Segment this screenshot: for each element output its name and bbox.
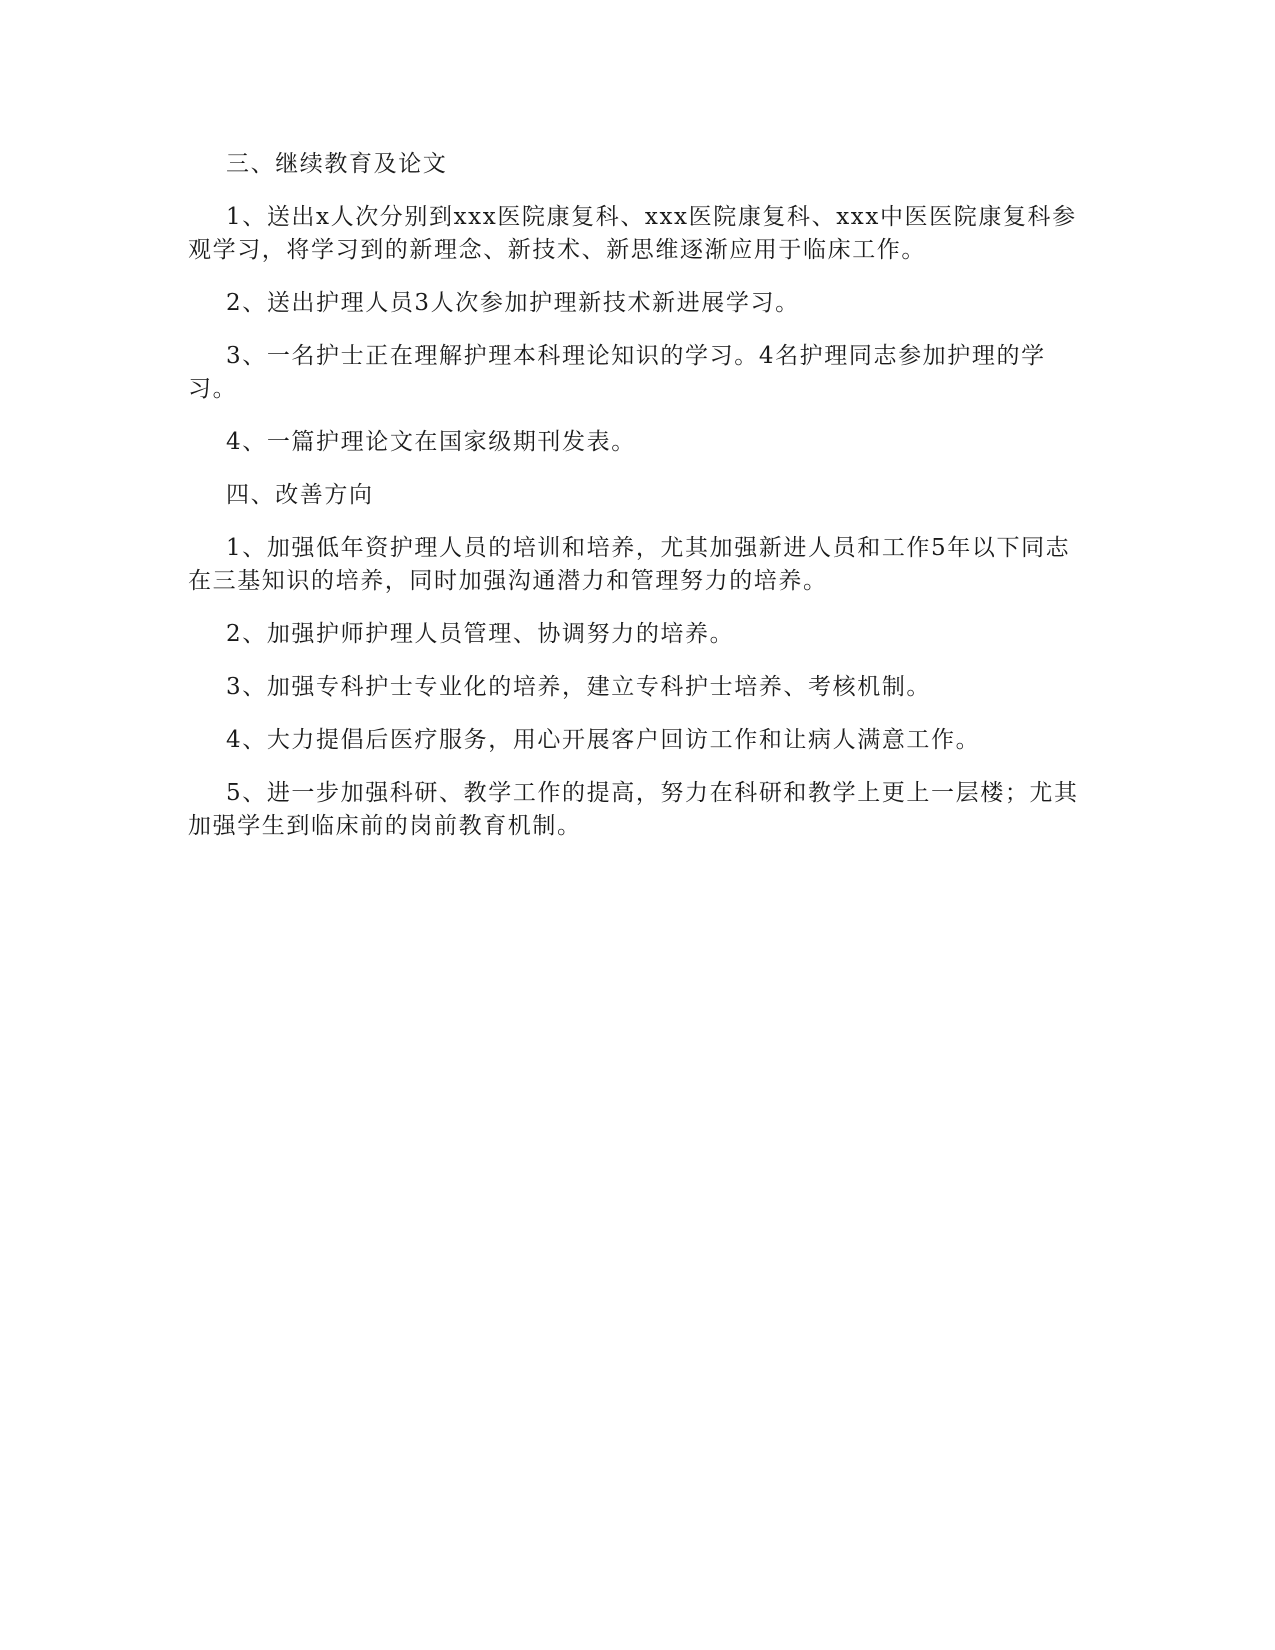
paragraph-item-4: 4、一篇护理论文在国家级期刊发表。: [226, 429, 636, 455]
paragraph-improvement-4: 4、大力提倡后医疗服务，用心开展客户回访工作和让病人满意工作。: [226, 727, 981, 753]
paragraph-improvement-2: 2、加强护师护理人员管理、协调努力的培养。: [226, 621, 735, 647]
section-heading-continuing-education: 三、继续教育及论文: [226, 151, 448, 177]
section-heading-improvement-direction: 四、改善方向: [226, 482, 374, 508]
document-body: [188, 148, 1083, 863]
paragraph-improvement-1: 1、加强低年资护理人员的培训和培养，尤其加强新进人员和工作5年以下同志在三基知识的培养，同时加强沟通潜力和管理努力的培养。: [188, 535, 1071, 594]
paragraph-improvement-3: 3、加强专科护士专业化的培养，建立专科护士培养、考核机制。: [226, 674, 932, 700]
paragraph-improvement-5: 5、进一步加强科研、教学工作的提高，努力在科研和教学上更上一层楼；尤其加强学生到临床前的岗前教育机制。: [188, 780, 1079, 839]
paragraph-item-2: 2、送出护理人员3人次参加护理新技术新进展学习。: [226, 290, 800, 316]
paragraph-item-3: 3、一名护士正在理解护理本科理论知识的学习。4名护理同志参加护理的学习。: [188, 343, 1046, 402]
paragraph-item-1: 1、送出x人次分别到xxx医院康复科、xxx医院康复科、xxx中医医院康复科参观学习，将学习到的新理念、新技术、新思维逐渐应用于临床工作。: [188, 204, 1077, 263]
